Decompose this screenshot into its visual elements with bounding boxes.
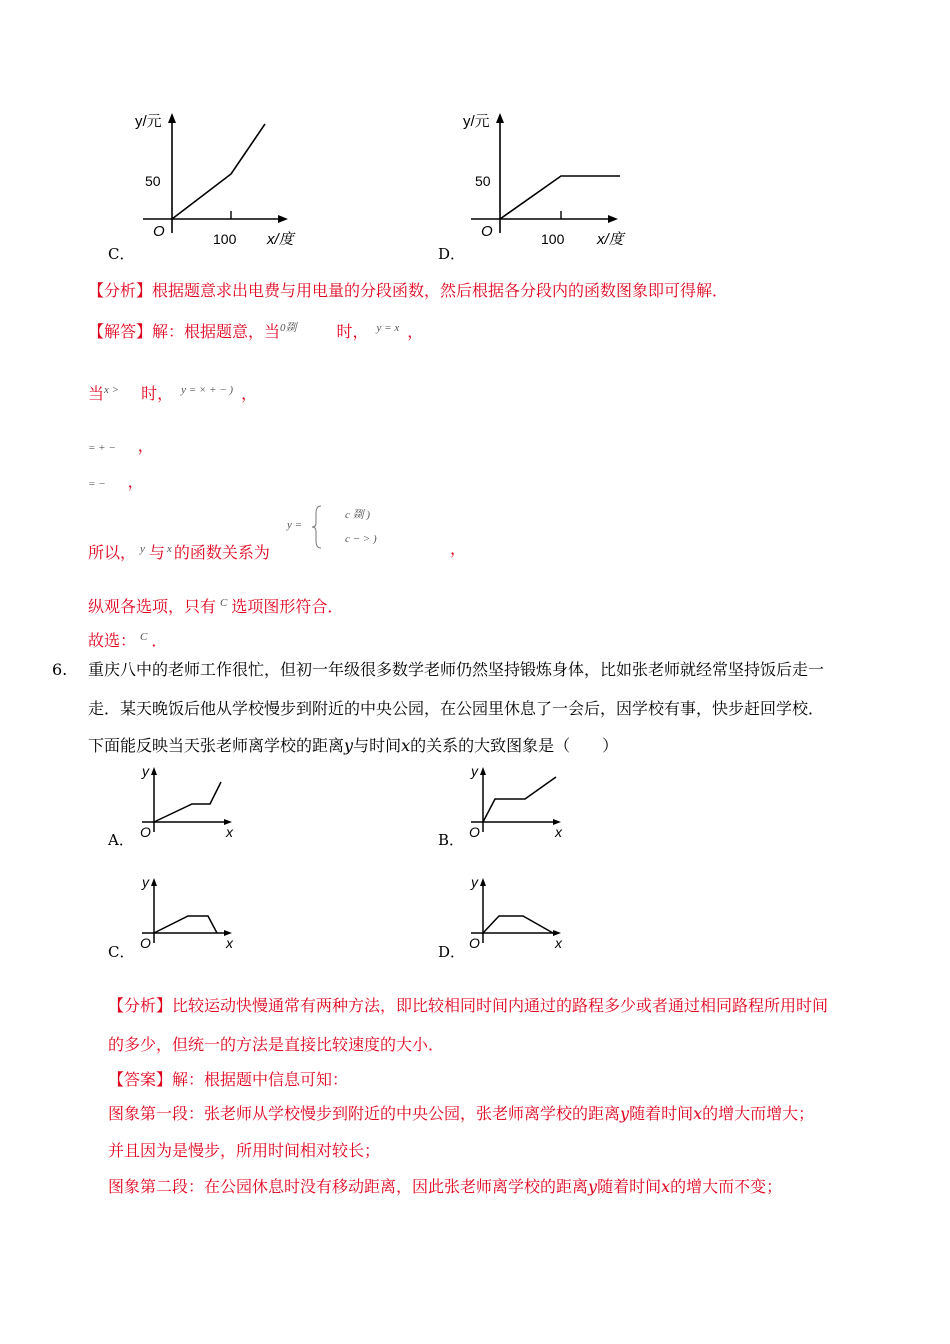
- q5-option-c-label: C．: [108, 245, 135, 263]
- solution-text: ，: [241, 384, 258, 403]
- q6-answer-line3: 并且因为是慢步，所用时间相对较长；: [108, 1141, 381, 1160]
- q6-answer-line2: [108, 1104, 814, 1124]
- solution-text: 【解答】解：根据题意，当: [88, 322, 281, 341]
- y-axis-label: y/元: [463, 113, 490, 130]
- solution-comma: ，: [450, 539, 467, 558]
- stem-text: 的关系的大致图象是（ ）: [410, 736, 619, 755]
- q6-graph-c: [134, 873, 244, 953]
- q6-analysis-line2: 的多少，但统一的方法是直接比较速度的大小．: [108, 1035, 445, 1054]
- q5-graph-c: [125, 108, 300, 253]
- origin-label: O: [153, 223, 165, 240]
- stem-text: 下面能反映当天张老师离学校的距离: [88, 736, 345, 755]
- y-tick-label: 50: [145, 173, 161, 189]
- q6-analysis-line1: 【分析】比较运动快慢通常有两种方法，即比较相同时间内通过的路程多少或者通过相同路程所用时间: [108, 996, 829, 1015]
- answer-text: 随着时间: [629, 1104, 694, 1123]
- q5-solution-line7: [88, 627, 167, 651]
- x-tick-label: 100: [541, 231, 565, 247]
- q5-solution-line5: [88, 539, 270, 563]
- piecewise-lhs: y =: [287, 519, 303, 531]
- piecewise-brace: [311, 505, 323, 549]
- q6-stem-line2: 走．某天晚饭后他从学校慢步到附近的中央公园，在公园里休息了一会后，因学校有事，快步赶回学校．: [88, 699, 825, 718]
- math-var-y: y: [140, 543, 145, 555]
- y-axis-label: y: [142, 874, 149, 890]
- solution-text: ，: [137, 436, 154, 455]
- math-fragment: y = × + − ): [181, 384, 234, 396]
- q6-graph-a: [134, 762, 244, 842]
- solution-text: ，: [127, 472, 144, 491]
- solution-text: 时，: [336, 322, 369, 341]
- x-axis-label: x: [555, 824, 562, 840]
- y-axis-label: y: [471, 874, 478, 890]
- x-tick-label: 100: [213, 231, 237, 247]
- solution-text: 选项图形符合．: [231, 597, 344, 616]
- var-x: x: [401, 736, 411, 755]
- q6-graph-b: [463, 762, 573, 842]
- solution-text: 当: [88, 384, 105, 403]
- q6-stem-line1: 重庆八中的老师工作很忙，但初一年级很多数学老师仍然坚持锻炼身体，比如张老师就经常坚持饭后走一: [88, 660, 825, 679]
- q6-option-d-label: D．: [438, 943, 466, 961]
- origin-label: O: [140, 935, 151, 951]
- q5-option-d-label: D．: [438, 245, 466, 263]
- var-y: y: [620, 1104, 630, 1123]
- var-y: y: [344, 736, 354, 755]
- y-axis-label: y: [142, 763, 149, 779]
- solution-text: 所以，: [88, 543, 137, 562]
- solution-text: 故选：: [88, 631, 137, 650]
- q6-stem-line3: [88, 736, 618, 756]
- x-axis-label: x/度: [267, 231, 294, 248]
- q6-answer-line1: 【答案】解：根据题中信息可知：: [108, 1070, 349, 1089]
- q6-number: 6.: [52, 660, 68, 679]
- q6-answer-line4: [108, 1177, 782, 1197]
- math-var-c: C: [220, 597, 228, 609]
- var-y: y: [588, 1177, 598, 1196]
- q5-solution-line4: [88, 472, 144, 494]
- y-tick-label: 50: [475, 173, 491, 189]
- origin-label: O: [481, 223, 493, 240]
- math-fragment: = + −: [88, 442, 116, 454]
- stem-text: 与时间: [353, 736, 402, 755]
- var-x: x: [661, 1177, 671, 1196]
- y-axis-label: y: [471, 763, 478, 779]
- answer-text: 图象第二段：在公园休息时没有移动距离，因此张老师离学校的距离: [108, 1177, 589, 1196]
- y-axis-label: y/元: [135, 113, 162, 130]
- math-fragment: 0剟: [280, 322, 297, 334]
- x-axis-label: x/度: [597, 231, 624, 248]
- q5-graph-d: [455, 108, 635, 253]
- answer-text: 随着时间: [597, 1177, 662, 1196]
- q5-solution-line6: [88, 593, 343, 617]
- piecewise-row2: c − > ): [345, 533, 377, 545]
- q5-solution-line3: [88, 436, 154, 458]
- solution-text: ，: [407, 322, 424, 341]
- math-var-c: C: [140, 631, 148, 643]
- x-axis-label: x: [555, 935, 562, 951]
- math-fragment: x >: [104, 384, 120, 396]
- solution-text: 纵观各选项，只有: [88, 597, 217, 616]
- solution-text: 时，: [141, 384, 174, 403]
- answer-text: 图象第一段：张老师从学校慢步到附近的中央公园，张老师离学校的距离: [108, 1104, 621, 1123]
- q5-solution-line2: [88, 380, 257, 404]
- x-axis-label: x: [226, 824, 233, 840]
- q5-solution-line1: [88, 318, 423, 342]
- answer-text: 的增大而增大；: [702, 1104, 815, 1123]
- piecewise-row1: c 剟 ): [345, 509, 371, 521]
- solution-text: 的函数关系为: [173, 543, 270, 562]
- answer-text: 的增大而不变；: [670, 1177, 783, 1196]
- solution-text: 与: [148, 543, 165, 562]
- q6-option-b-label: B．: [438, 831, 465, 849]
- x-axis-label: x: [226, 935, 233, 951]
- q5-analysis: 【分析】根据题意求出电费与用电量的分段函数，然后根据各分段内的函数图象即可得解．: [88, 281, 729, 300]
- origin-label: O: [469, 824, 480, 840]
- q6-graph-d: [463, 873, 573, 953]
- q6-option-a-label: A．: [108, 831, 134, 849]
- math-fragment: y = x: [376, 322, 400, 334]
- solution-text: ．: [151, 631, 168, 650]
- origin-label: O: [469, 935, 480, 951]
- var-x: x: [693, 1104, 703, 1123]
- math-fragment: = −: [88, 478, 106, 490]
- q6-option-c-label: C．: [108, 943, 135, 961]
- origin-label: O: [140, 824, 151, 840]
- math-var-x: x: [166, 543, 172, 555]
